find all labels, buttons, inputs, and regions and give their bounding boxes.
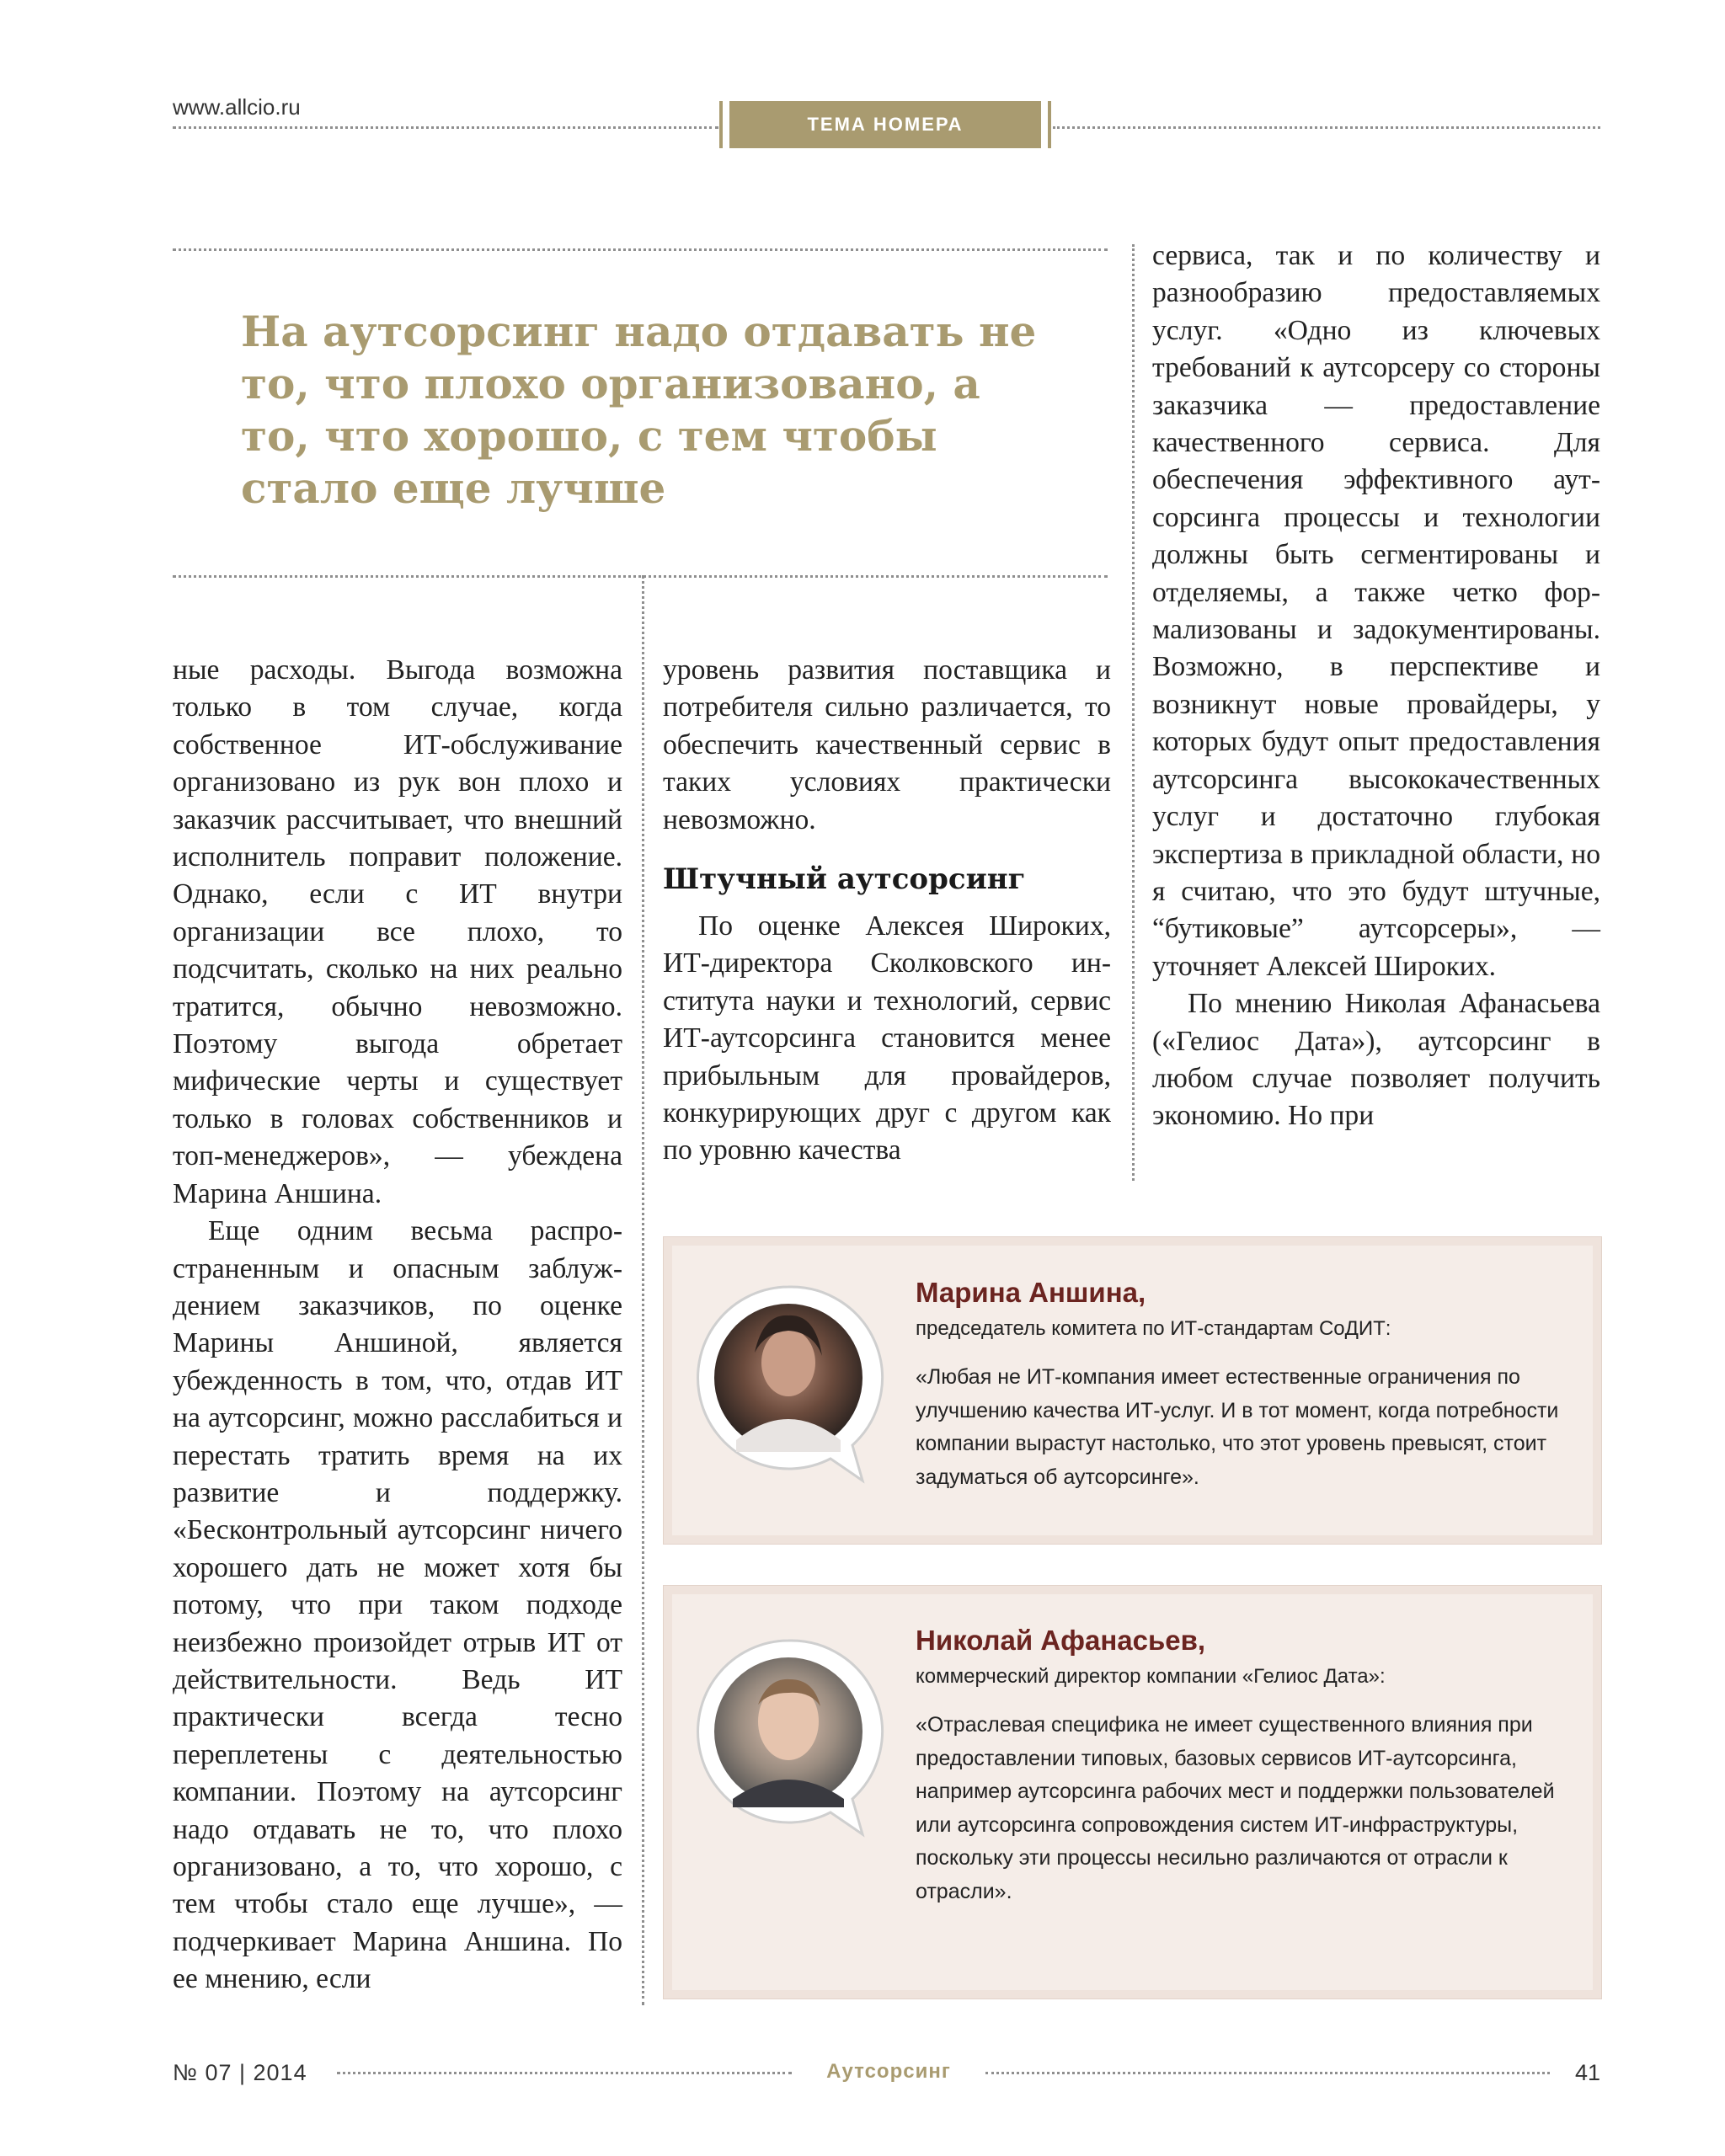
- expert-name: Николай Афанасьев,: [916, 1625, 1206, 1656]
- section-label: ТЕМА НОМЕРА: [729, 101, 1041, 148]
- body-column-right: [1152, 237, 1600, 1135]
- pull-quote-rule-top: [173, 248, 1108, 251]
- footer-rule-right: [985, 2072, 1550, 2074]
- pull-quote: На аутсорсинг надо отдавать не то, что плохо организовано, а то, что хорошо, с тем чтобы стало еще лучше: [241, 307, 1037, 513]
- paragraph: По мнению Николая Афанасьева («Гелиос Дата»), аутсорсинг в любом случае позволяет получить экономию. Но при: [1152, 988, 1600, 1132]
- expert-quote-content: [916, 1277, 1573, 1494]
- pull-quote-rule-bottom: [173, 575, 1108, 578]
- expert-quote-text: «Отраслевая специфика не имеет существенного влияния при предоставлении типовых, базовых сервисов ИТ-аутсорсинга, например аутсорсинга рабочих мест и поддержки пользователей или аутсорсинга сопровождения систем ИТ-инфраструктуры, поскольку эти процессы несильно различаются от отрасли к отрасли».: [916, 1713, 1555, 1903]
- page-number: 41: [1574, 2060, 1600, 2085]
- paragraph: По оценке Алексея Широких, ИТ-директора Сколковского института науки и технологий, сервис ИТ-аутсорсинга становится менее прибыльным для провайдеров, конкурирующих друг с другом как по уровню качества: [663, 910, 1111, 1166]
- body-column-middle: [663, 652, 1111, 1170]
- body-column-left: [173, 652, 622, 1999]
- expert-role: коммерческий директор компании «Гелиос Дата»:: [916, 1665, 1386, 1688]
- footer-rule-left: [337, 2072, 792, 2074]
- portrait-speech-bubble: [687, 1634, 889, 1853]
- issue-number: № 07 | 2014: [173, 2060, 307, 2085]
- expert-quote-text: «Любая не ИТ-компания имеет естественные ограничения по улучшению качества ИТ-услуг. И в тот момент, когда потребности компании вырастут настолько, что этот уровень превысят, стоит задуматься об аутсорсинге».: [916, 1365, 1559, 1489]
- expert-role: председатель комитета по ИТ-стандартам СоДИТ:: [916, 1317, 1391, 1340]
- portrait-speech-bubble: [687, 1280, 889, 1499]
- column-separator-right: [1132, 244, 1135, 1181]
- header-rule-left: [173, 126, 718, 129]
- paragraph: Еще одним весьма распространенным и опасным заблуждением заказчиков, по оценке Марины Аншиной, является убежденность в том, что, отдав ИТ на аутсорсинг, можно расслабиться и перестать тратить время на их развитие и поддержку. «Бесконтрольный аутсорсинг ничего хорошего дать не может хотя бы потому, что при таком подходе неизбежно произойдет отрыв ИТ от действительности. Ведь ИТ практически всегда тесно переплетены с деятельностью компании. Поэтому на аутсорсинг надо отдавать не то, что плохо организовано, а то, что хорошо, с тем чтобы стало еще лучше», — подчеркивает Марина Аншина. По ее мнению, если: [173, 1215, 622, 1995]
- expert-quote-content: [916, 1625, 1573, 1908]
- header-rule-right: [1053, 126, 1600, 129]
- site-url[interactable]: www.allcio.ru: [173, 94, 301, 120]
- paragraph: уровень развития поставщика и потребителя сильно различается, то обеспечить качественный сервис в таких условиях практически невозможно.: [663, 654, 1111, 835]
- paragraph: ные расходы. Выгода возможна только в том случае, когда собственное ИТ-обслуживание организовано из рук вон плохо и заказчик рассчитывает, что внешний исполнитель поправит положение. Однако, если с ИТ внутри организации все плохо, то подсчитать, сколько на них реально тратится, обычно невозможно. Поэтому выгода обретает мифические черты и существует только в головах собственников и топ-менеджеров», — убеждена Марина Аншина.: [173, 654, 622, 1209]
- magazine-name: Аутсорсинг: [826, 2060, 951, 2083]
- column-separator-left: [642, 575, 644, 2005]
- paragraph: сервиса, так и по количеству и разнообразию предоставляемых услуг. «Одно из ключевых требований к аутсорсеру со стороны заказчика — предоставление качественного сервиса. Для обеспечения эффективного аутсорсинга процессы и технологии должны быть сегментированы и отделяемы, а также четко формализованы и задокументированы. Возможно, в перспективе и возникнут новые провайдеры, у которых будут опыт предоставления аутсорсинга высококачественных услуг и достаточно глубокая экспертиза в прикладной области, но я считаю, что это будут штучные, “бутиковые” аутсорсеры», — уточняет Алексей Широких.: [1152, 240, 1600, 982]
- section-subheading: Штучный аутсорсинг: [663, 862, 1026, 897]
- expert-name: Марина Аншина,: [916, 1277, 1146, 1308]
